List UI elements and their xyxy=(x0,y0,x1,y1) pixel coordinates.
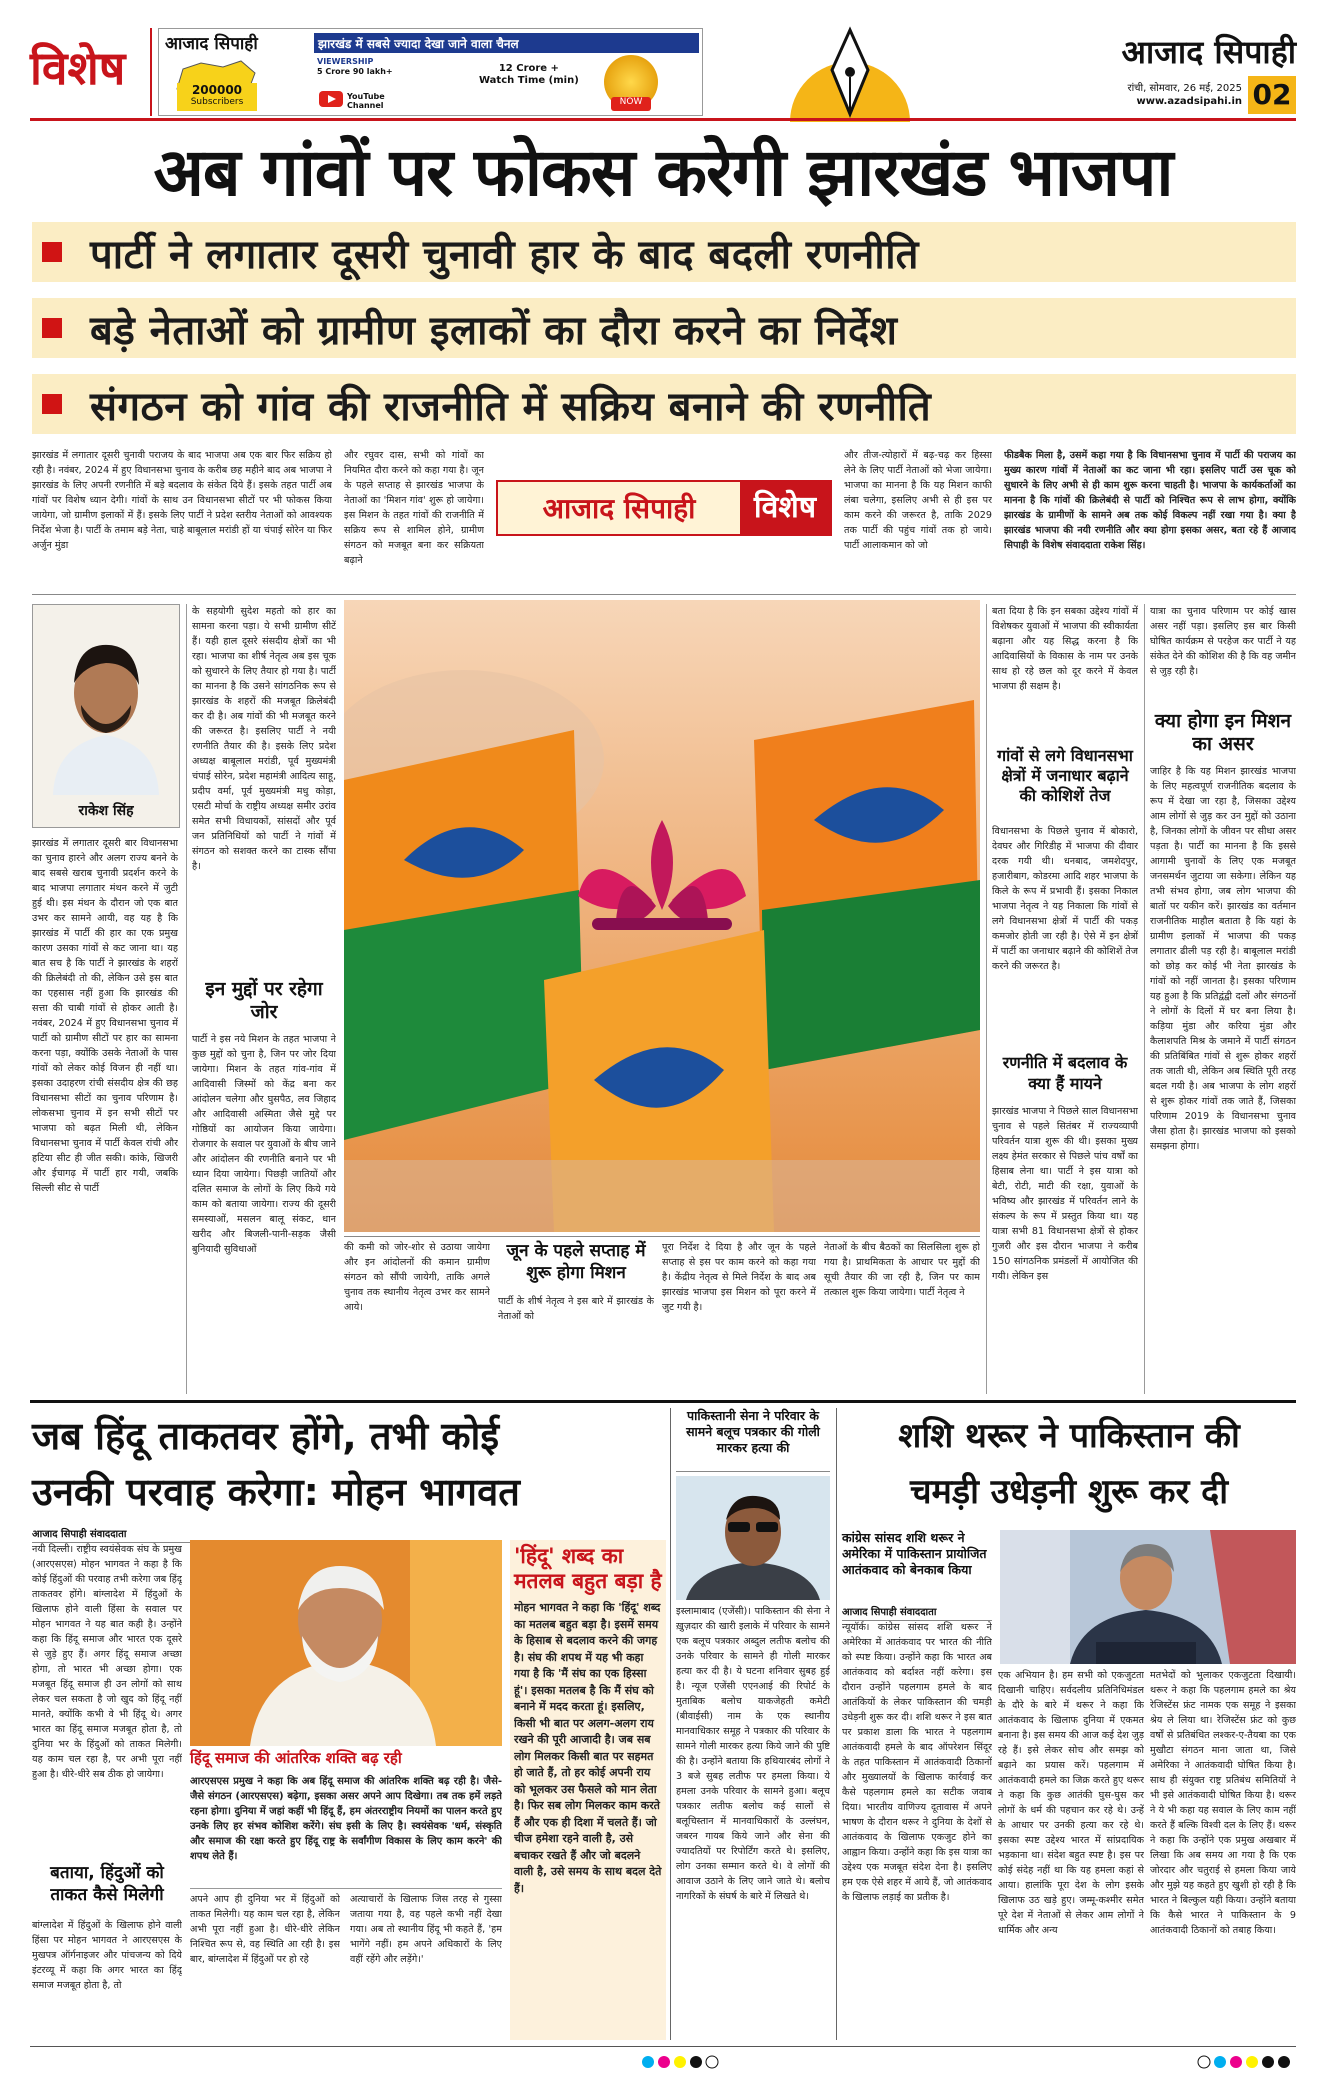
tharoor-kicker: कांग्रेस सांसद शशि थरूर ने अमेरिका में पाकिस्तान प्रायोजित आतंकवाद को बेनकाब किया xyxy=(842,1530,987,1577)
ad-subscribers: 200000 Subscribers xyxy=(177,83,257,111)
tharoor-headline: शशि थरूर ने पाकिस्तान की चमड़ी उधेड़नी शुरू कर दी xyxy=(898,1416,1240,1512)
box-headline: 'हिंदू' शब्द का मतलब बहुत बड़ा है xyxy=(514,1544,662,1593)
lead-column: पार्टी के शीर्ष नेतृत्व ने इस बारे में झारखंड के नेताओं को xyxy=(498,1296,654,1322)
byline: आजाद सिपाही संवाददाता xyxy=(842,1604,992,1621)
lead-bullet xyxy=(32,374,1296,434)
bjp-flags-photo xyxy=(344,600,980,1232)
lead-column: पूरा निर्देश दे दिया है और जून के पहले सप्ताह से इस पर काम करने को कहा गया है। केंद्रीय नेतृत्व से मिले निर्देश के बाद अब झारखंड भाजपा इस मिशन को पूरा करने में जुट गयी है। xyxy=(662,1242,816,1313)
pakistan-brief-headline: पाकिस्तानी सेना ने परिवार के सामने बलूच पत्रकार की गोली मारकर हत्या की xyxy=(676,1408,830,1472)
subhead: इन मुद्दों पर रहेगा जोर xyxy=(205,978,323,1023)
date-line: रांची, सोमवार, 26 मई, 2025 xyxy=(1127,83,1242,94)
lead-column: झारखंड में लगातार दूसरी बार विधानसभा का चुनाव हारने और अलग राज्य बनने के बाद सबसे खराब चुनावी प्रदर्शन करने के बाद भाजपा लगातार मंथन करने में जुटी हुई थी। इस मंथन के दौरान जो एक बात उभर कर सामने आयी, वह यह है कि झारखंड में पार्टी की हार का एक प्रमुख कारण उसका गांवों से कट जाना था। यह बात सच है कि पार्टी ने झारखंड के शहरों की क्रिलेबंदी तो की, लेकिन उसे इस बात का एहसास नहीं हुआ कि झारखंड की सत्ता की चाबी गांवों से होकर आती है। नवंबर, 2024 में हुए विधानसभा चुनाव में पार्टी को ग्रामीण सीटों पर हार का सामना करना पड़ा, क्योंकि उसके नेताओं के पास गांवों को लेकर कोई विजन ही नहीं था। इसका उदाहरण रांची संसदीय क्षेत्र की छह विधानसभा सीटों का चुनाव परिणाम है। लोकसभा चुनाव में इन सभी सीटों पर भाजपा को बढ़त मिली थी, लेकिन विधानसभा चुनाव में पार्टी केवल रांची और हटिया सीट ही जीत सकी। कांके, खिजरी और ईचागढ़ में पार्टी हार गयी, जबकि सिल्ली सीट से पार्टी xyxy=(32,838,178,1194)
byline: आजाद सिपाही संवाददाता xyxy=(32,1526,192,1543)
page-number: 02 xyxy=(1248,76,1296,114)
bhagwat-column: अत्याचारों के खिलाफ जिस तरह से गुस्सा जताया गया है, वह पहले कभी नहीं देखा गया। अब तो स्थानीय हिंदू भी कहते हैं, 'हम भागेंगे नहीं। हम अपने अधिकारों के लिए वहीं रहेंगे और लड़ेंगे।' xyxy=(350,1894,502,1965)
subhead: गांवों से लगे विधानसभा क्षेत्रों में जनाधार बढ़ाने की कोशिशें तेज xyxy=(997,746,1133,805)
author-photo xyxy=(32,604,180,828)
youtube-icon xyxy=(319,91,343,107)
ad-viewership: VIEWERSHIP 5 Crore 90 lakh+ xyxy=(317,57,393,76)
lead-bullet-text: संगठन को गांव की राजनीति में सक्रिय बनाने की रणनीति xyxy=(90,383,932,430)
photo-caption-text: आरएसएस प्रमुख ने कहा कि अब हिंदू समाज की आंतरिक शक्ति बढ़ रही है। जैसे-जैसे संगठन (आरएसएस) बढ़ेगा, इसका असर अपने आप दिखेगा। तब तक हमें लड़ते रहना होगा। दुनिया में जहां कहीं भी हिंदू हैं, हम अंतरराष्ट्रीय नियमों का पालन करते हुए उनके लिए हर संभव कोशिश करेंगे। संघ इसी के लिए है। स्वयंसेवक 'धर्म, संस्कृति और समाज की रक्षा करते हुए हिंदू राष्ट्र के सर्वांगीण विकास के लिए काम करने' की शपथ लेते हैं। xyxy=(190,1776,502,1862)
ad-youtube-label: YouTube Channel xyxy=(347,92,385,110)
tharoor-column: न्यूयॉर्क। कांग्रेस सांसद शशि थरूर ने अमेरिका में आतंकवाद पर भारत की नीति को स्पष्ट किया। उन्होंने कहा कि भारत अब आतंकवाद को बर्दाश्त नहीं करेगा। इस दौरान उन्होंने पहलगाम हमले के बाद आतंकियों के लेकर पाकिस्तान की चमड़ी उधेड़नी शुरू कर दी। शशि थरूर ने इस बात पर प्रकाश डाला कि भारत ने पहलगाम आतंकवादी हमले के बाद ऑपरेशन सिंदूर के तहत पाकिस्तान में आतंकवादी ठिकानों और मुख्यालयों के खिलाफ कार्रवाई कर कैसे पहलगाम हमले का सटीक जवाब दिया। भारतीय वाणिज्य दूतावास में अपने भाषण के दौरान थरूर ने दुनिया के देशों से आतंकवाद के खिलाफ एकजुट होने का आह्वान किया। उन्होंने कहा कि इस यात्रा का उद्देश्य एक मजबूत संदेश देना है। इसलिए हम एक ऐसे शहर में आये हैं, जो आतंकवाद के खिलाफ लड़ाई का प्रतीक है। xyxy=(842,1622,992,1903)
subhead: जून के पहले सप्ताह में शुरू होगा मिशन xyxy=(506,1241,646,1283)
bullet-square-icon xyxy=(42,318,62,338)
tharoor-column: मतभेदों को भुलाकर एकजुटता दिखायी। थरूर ने कहा कि पहलगाम हमले का श्रेय रेजिस्टेंस फ्रंट नामक एक समूह ने इसका श्रेय ले लिया था। रेजिस्टेंस फ्रंट को कुछ वर्षों से प्रतिबंधित लश्कर-ए-तैयबा का एक मुखौटा संगठन माना जाता था, जिसे अमेरिका ने आतंकवादी घोषित किया है। साथ ही संयुक्त राष्ट्र प्रतिबंध समितियों ने भी इसे आतंकवादी घोषित किया है। थरूर ने ये भी कहा यह सवाल के लिए काम नहीं करते हैं बल्कि विश्वी दल के लिए हैं। थरूर ने कहा कि उन्होंने एक प्रमुख अखबार में लिखा कि अब समय आ गया है कि एक जोरदार और चतुराई से हमला किया जाये और मुझे यह कहते हुए खुशी हो रही है कि भारत ने बिल्कुल यही किया। उन्होंने बताया कि कैसे भारत ने पाकिस्तान के 9 आतंकवादी ठिकानों को तबाह किया। xyxy=(1150,1670,1296,1936)
lead-column: यात्रा का चुनाव परिणाम पर कोई खास असर नहीं पड़ा। इसलिए इस बार किसी घोषित कार्यक्रम से परहेज कर पार्टी ने यह संकेत देने की कोशिश की है कि वह जमीन से जुड़ रही है। xyxy=(1150,606,1296,677)
subhead: रणनीति में बदलाव के क्या हैं मायने xyxy=(1002,1053,1128,1093)
lead-column: बता दिया है कि इन सबका उद्देश्य गांवों में विशेषकर युवाओं में भाजपा की स्वीकार्यता बढ़ाना और यह सिद्ध करना है कि आदिवासियों के विकास के नाम पर उनके साथ हो रहे छल को दूर करने में केवल भाजपा ही सक्षम है। xyxy=(992,606,1138,692)
special-logo xyxy=(496,480,832,536)
lead-column: झारखंड भाजपा ने पिछले साल विधानसभा चुनाव से पहले सितंबर में राज्यव्यापी परिवर्तन यात्रा शुरू की थी। इसका मुख्य लक्ष्य हेमंत सरकार से पिछले पांच वर्षों का हिसाब लेना था। पार्टी ने इस यात्रा को बेटी, रोटी, माटी की रक्षा, युवाओं के भविष्य और झारखंड में परिवर्तन लाने के संकल्प के रूप में प्रस्तुत किया था। यह यात्रा सभी 81 विधानसभा क्षेत्रों से होकर गुजरी और इस दौरान भाजपा ने करीब 150 सांगठनिक प्रमंडलों में आयोजित की गयी। लेकिन इस xyxy=(992,1106,1138,1282)
bhagwat-column: नयी दिल्ली। राष्ट्रीय स्वयंसेवक संघ के प्रमुख (आरएसएस) मोहन भागवत ने कहा है कि कोई हिंदुओं की परवाह तभी करेगा जब हिंदू ताकतवर होंगे। बांग्लादेश में हिंदुओं के खिलाफ होने वाली हिंसा के सवाल पर मोहन भागवत ने यह बात कही है। उन्होंने कहा कि हिंदू समाज और भारत एक दूसरे से जुड़े हुए हैं। अगर हिंदू समाज अच्छा होगा, तो भारत भी अच्छा होगा। एक मजबूत हिंदू समाज ही उन लोगों को साथ लेकर चल सकता है जो खुद को हिंदू नहीं मानते, क्योंकि कभी वे भी हिंदू थे। अगर भारत का हिंदू समाज मजबूत होता है, तो दुनिया भर के हिंदुओं को ताकत मिलेगी। यह काम चल रहा है, पर अभी पूरा नहीं हुआ है। धीरे-धीरे सब ठीक हो जायेगा। xyxy=(32,1544,182,1780)
ad-brand: आजाद सिपाही xyxy=(165,34,258,54)
tharoor-column: एक अभियान है। हम सभी को एकजुटता दिखानी चाहिए। सर्वदलीय प्रतिनिधिमंडल के दौरे के बारे में थरूर ने कहा कि आतंकवाद के खिलाफ दुनिया में एकमत बनाना है। इस समय की आज कई देश जुड़ रहे हैं। इसे लेकर सोच और समझ को बढ़ाने का प्रयास करें। पहलगाम में आतंकवादी हमले का जिक्र करते हुए थरूर ने कहा कि कुछ आतंकी घुस-घुस कर लोगों के धर्म की पहचान कर रहे थे। उन्हें के आधार पर उनकी हत्या कर रहे थे। इसका स्पष्ट उद्देश्य भारत में सांप्रदायिक भड़काना था। संदेश बहुत स्पष्ट है। इस पर कोई संदेह नहीं था कि यह हमला कहां से आया। हालांकि पूरा देश के लोग इसके खिलाफ उठ खड़े हुए। जम्मू-कश्मीर समेत पूरे देश में नेताओं से लेकर आम लोगों ने धार्मिक और अन्य xyxy=(998,1670,1144,1936)
intro-column-bold: फीडबैक मिला है, उसमें कहा गया है कि विधानसभा चुनाव में पार्टी की पराजय का मुख्य कारण गांवों में नेताओं का कट जाना भी रहा। इसलिए पार्टी उस चूक को सुधारने के लिए अभी से ही काम शुरू करना चाहती है। भाजपा के कार्यकर्ताओं का मानना है कि गांवों की क्रिलेबंदी से पार्टी को निश्चित रूप से लाभ होगा, क्योंकि झारखंड के ग्रामीणों के सामने अब तक कोई विकल्प नहीं रखा गया है। क्या है झारखंड भाजपा की नयी रणनीति और क्या होगा इसका असर, बता रहे हैं आजाद सिपाही के विशेष संवाददाता राकेश सिंह। xyxy=(1004,450,1296,551)
ad-tagline: झारखंड में सबसे ज्यादा देखा जाने वाला चैनल xyxy=(314,33,699,53)
intro-column: और तीज-त्योहारों में बढ़-चढ़ कर हिस्सा लेने के लिए पार्टी नेताओं को भेजा जायेगा। भाजपा का मानना है कि यह मिशन काफी लंबा चलेगा, इसलिए अभी से ही इस पर काम करने की जरूरत है, ताकि 2029 तक पार्टी की पहुंच गांवों तक हो जाये। पार्टी आलाकमान को जो xyxy=(844,450,992,551)
author-caption: राकेश सिंह xyxy=(78,803,134,819)
lead-column: जाहिर है कि यह मिशन झारखंड भाजपा के लिए महत्वपूर्ण राजनीतिक बदलाव के रूप में देखा जा रहा है, जिसका उद्देश्य आम लोगों से जुड़ कर उन मुद्दों को उठाना है, जिनका लोगों के जीवन पर सीधा असर पड़ता है। पार्टी का मानना है कि इससे आगामी चुनावों के लिए एक मजबूत जनसमर्थन जुटाया जा सकेगा। लेकिन यह तभी संभव होगा, जब लोग भाजपा की बातों पर यकीन करें। झारखंड का वर्तमान राजनीतिक माहौल बताता है कि यहां के ग्रामीण इलाकों में भाजपा की पकड़ लगातार ढीली पड़ रही है। बाबूलाल मरांडी को छोड़ कर कोई भी नेता झारखंड के गांवों को नहीं जानता है। इसका परिणाम यह हुआ है कि प्रतिद्वंद्वी दलों और संगठनों ने लोगों के दिलों में घर बना लिया है। कड़िया मुंडा और करिया मुंडा और कैलाशपति मिश्र के जमाने में पार्टी संगठन की प्रतिबिंबित गांवों से शुरू होकर शहरों तक जाती थी, लेकिन अब स्थिति पूरी तरह बदल गयी है। अब भाजपा के लोग शहरों से शुरू होकर गांवों तक जाते हैं, जिसका परिणाम 2019 के विधानसभा चुनाव जैसा होता है। झारखंड भाजपा को इसको समझना होगा। xyxy=(1150,766,1296,1152)
lead-bullet xyxy=(32,298,1296,358)
bhagwat-column: बांग्लादेश में हिंदुओं के खिलाफ होने वाली हिंसा पर मोहन भागवत ने आरएसएस के मुखपत्र ऑर्गनाइजर और पांचजन्य को दिये इंटरव्यू में कहा कि अगर भारत का हिंदू समाज मजबूत होता है, तो xyxy=(32,1920,182,1991)
box-text: मोहन भागवत ने कहा कि 'हिंदू' शब्द का मतलब बहुत बड़ा है। इसमें समय के हिसाब से बदलाव करने की जगह है। संघ की शपथ में यह भी कहा गया है कि 'मैं संघ का एक हिस्सा हूं'। इसका मतलब है कि मैं संघ को बनाने में मदद करता हूं। इसलिए, किसी भी बात पर अलग-अलग राय रखने की पूरी आजादी है। जब सब लोग मिलकर किसी बात पर सहमत हो जाते हैं, तो हर कोई अपनी राय को भूलकर उस फैसले को मान लेता है। फिर सब लोग मिलकर काम करते हैं और एक ही दिशा में चलते हैं। जो चीज हमेशा रहने वाली है, उसे बचाकर रखते हैं और जो बदलने वाली है, उसे समय के साथ बदल देते हैं। xyxy=(514,1601,662,1895)
lead-column: विधानसभा के पिछले चुनाव में बोकारो, देवघर और गिरिडीह में भाजपा की दीवार दरक गयी थी। धनबाद, जमशेदपुर, हजारीबाग, कोडरमा आदि शहर भाजपा के किले के रूप में प्रभावी हैं। इसका निकाल भाजपा नेतृत्व ने यह निकाला कि गांवों से लगे विधानसभा क्षेत्रों में पार्टी की पकड़ कमजोर होती जा रही है। ऐसे में इन क्षेत्रों में पार्टी का जनाधार बढ़ाने की कोशिशें तेज करने की जरूरत है। xyxy=(992,826,1138,972)
hindu-meaning-box xyxy=(510,1540,666,2040)
lead-bullet-text: पार्टी ने लगातार दूसरी चुनावी हार के बाद बदली रणनीति xyxy=(90,231,919,278)
shashi-tharoor-photo xyxy=(1000,1530,1296,1664)
journalist-photo xyxy=(676,1476,830,1600)
subhead: क्या होगा इन मिशन का असर xyxy=(1154,710,1292,755)
ad-watch-time: 12 Crore + Watch Time (min) xyxy=(479,63,579,86)
section-label: विशेष xyxy=(30,41,126,95)
lead-column: पार्टी ने इस नये मिशन के तहत भाजपा ने कुछ मुद्दों को चुना है, जिन पर जोर दिया जायेगा। मिशन के तहत गांव-गांव में आदिवासी जिस्मों को केंद्र बना कर आंदोलन चलेगा और घुसपैठ, लव जिहाद और आदिवासी अस्मिता जैसे मुद्दे पर गोष्ठियों का आयोजन किया जायेगा। रोजगार के सवाल पर युवाओं के बीच जाने और आंदोलन की रणनीति बनाने पर भी ध्यान दिया जायेगा। पिछड़ी जातियों और दलित समाज के लोगों के लिए किये गये काम को बताया जायेगा। राज्य की दूसरी समस्याओं, मसलन बालू संकट, धान खरीद और बिजली-पानी-सड़क जैसी बुनियादी सुविधाओं xyxy=(192,1034,336,1255)
lead-bullet-text: बड़े नेताओं को ग्रामीण इलाकों का दौरा करने का निर्देश xyxy=(90,307,898,354)
bullet-square-icon xyxy=(42,242,62,262)
pakistan-brief-text: इस्लामाबाद (एजेंसी)। पाकिस्तान की सेना ने ख़ुज़दार की खारी इलाके में परिवार के सामने एक बलूच पत्रकार अब्दुल लतीफ बलोच की उनके परिवार के सामने ही गोली मारकर हत्या कर दी है। ये घटना शनिवार सुबह हुई है। न्यूज एजेंसी एएनआई की रिपोर्ट के मुताबिक बलोच याकजेहती कमेटी (बीवाईसी) नाम के एक स्थानीय मानवाधिकार समूह ने पत्रकार की परिवार के सामने गोली मारकर हत्या किये जाने की पुष्टि की है। उन्होंने बताया कि हथियारबंद लोगों ने 3 बजे सुबह लतीफ पर हमला किया। ये हमला उनके परिवार के सामने हुआ। बलूच पत्रकार लतीफ बलोच कई सालों से बलूचिस्तान में मानवाधिकारों के उल्लंघन, जबरन गायब किये जाने और सेना की ज्यादतियों पर रिपोर्टिंग करते थे। इसलिए, लोग उनका सम्मान करते थे। वे लोगों की आवाज उठाने के लिए जाने जाते थे। बलोच नागरिकों के संघर्ष के बारे में लिखते थे। xyxy=(676,1606,830,1902)
pen-nib-logo-icon xyxy=(780,22,920,122)
lead-column: की कमी को जोर-शोर से उठाया जायेगा और इन आंदोलनों की कमान ग्रामीण संगठन को सौंपी जायेगी, ताकि अगले चुनाव तक स्थानीय नेतृत्व उभर कर सामने आये। xyxy=(344,1242,490,1313)
intro-column: और रघुवर दास, सभी को गांवों का नियमित दौरा करने को कहा गया है। जून के पहले सप्ताह से झारखंड भाजपा के नेताओं का 'मिशन गांव' शुरू हो जायेगा। इस मिशन के तहत गांवों की राजनीति में सक्रिय रूप से शामिल होने, ग्रामीण संगठन को मजबूत बना कर सक्रियता बढ़ाने xyxy=(344,450,484,566)
lead-headline: अब गांवों पर फोकस करेगी झारखंड भाजपा xyxy=(153,134,1173,211)
intro-column: झारखंड में लगातार दूसरी चुनावी पराजय के बाद भाजपा अब एक बार फिर सक्रिय हो रही है। नवंबर, 2024 में हुए विधानसभा चुनाव के करीब छह महीने बाद अब भाजपा ने झारखंड के लिए अपनी रणनीति में बड़े बदलाव के संकेत दिये हैं। इसके तहत पार्टी अब गांवों पर विशेष ध्यान देगी। गांवों के साथ उन विधानसभा सीटों पर भी फोकस किया जायेगा, जो ग्रामीण इलाकों में हैं। इसके लिए पार्टी ने प्रदेश स्तरीय नेताओं को आवश्यक निर्देश भेजा है। पार्टी के तमाम बड़े नेता, चाहे बाबूलाल मरांडी हों या चंपाई सोरेन या फिर अर्जुन मुंडा xyxy=(32,450,332,551)
paper-name: आजाद सिपाही xyxy=(1121,33,1296,71)
subhead: बताया, हिंदुओं को ताकत कैसे मिलेगी xyxy=(50,1863,164,1905)
mohan-bhagwat-photo xyxy=(190,1540,502,1746)
lead-column: के सहयोगी सुदेश महतो को हार का सामना करना पड़ा। ये सभी ग्रामीण सीटें हैं। यही हाल दूसरे संसदीय क्षेत्रों का भी रहा। भाजपा का शीर्ष नेतृत्व अब इस चूक को सुधारने के लिए तैयार हो गया है। पार्टी का मानना है कि उसने सांगठनिक रूप से झारखंड के शहरों की मजबूत क्रिलेबंदी कर दी है। अब गांवों की भी मजबूत करने की जरूरत है। इसलिए पार्टी ने नयी रणनीति तैयार की है। इसके लिए प्रदेश अध्यक्ष बाबूलाल मरांडी, पूर्व मुख्यमंत्री चंपाई सोरेन, प्रदेश महामंत्री आदित्य साहू, प्रदीप वर्मा, पूर्व मुख्यमंत्री मधु कोड़ा, एसटी मोर्चा के राष्ट्रीय अध्यक्ष समीर उरांव समेत सभी विधायकों, सांसदों और पूर्व जन प्रतिनिधियों को पार्टी ने गांवों में संगठन को सशक्त करने का टास्क सौंपा है। xyxy=(192,606,336,872)
channel-advert[interactable] xyxy=(158,28,703,116)
lead-column: नेताओं के बीच बैठकों का सिलसिला शुरू हो गया है। प्राथमिकता के आधार पर मुद्दों की सूची तैयार की जा रही है, जिन पर काम तत्काल शुरू किया जायेगा। पार्टी नेतृत्व ने xyxy=(824,1242,980,1298)
logo-name: आजाद सिपाही xyxy=(542,492,696,525)
bullet-square-icon xyxy=(42,394,62,414)
bhagwat-column: अपने आप ही दुनिया भर में हिंदुओं को ताकत मिलेगी। यह काम चल रहा है, लेकिन अभी पूरा नहीं हुआ है। धीरे-धीरे लेकिन निश्चित रूप से, वह स्थिति आ रही है। इस बार, बांग्लादेश में हिंदुओं पर हो रहे xyxy=(190,1894,340,1965)
logo-tag: विशेष xyxy=(740,482,830,534)
ad-now-label: NOW xyxy=(611,97,651,111)
photo-caption-head: हिंदू समाज की आंतरिक शक्ति बढ़ रही xyxy=(190,1749,402,1767)
bhagwat-headline: जब हिंदू ताकतवर होंगे, तभी कोई उनकी परवाह करेगा: मोहन भागवत xyxy=(32,1414,520,1514)
website-link[interactable]: www.azadsipahi.in xyxy=(1136,96,1242,107)
registration-marks-right xyxy=(1196,2054,1296,2070)
lead-bullet xyxy=(32,222,1296,282)
registration-marks-left xyxy=(640,2054,730,2070)
